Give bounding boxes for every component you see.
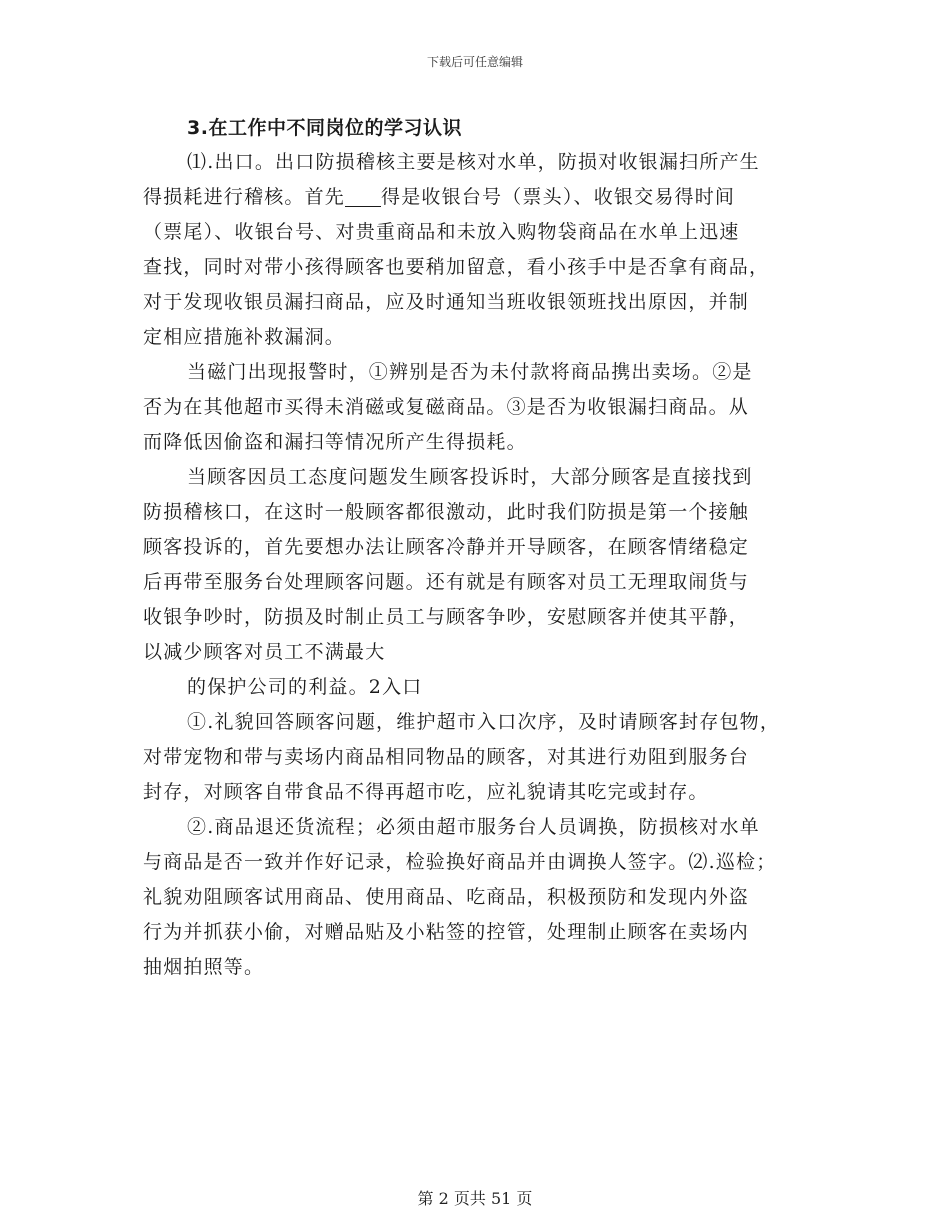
- paragraph-line: ②.商品退还货流程；必须由超市服务台人员调换，防损核对水单: [187, 816, 760, 838]
- paragraph-line: 封存，对顾客自带食品不得再超市吃，应礼貌请其吃完或封存。: [143, 781, 709, 803]
- paragraph-line: 防损稽核口，在这时一般顾客都很激动，此时我们防损是第一个接触: [143, 501, 750, 523]
- section-heading: 3.在工作中不同岗位的学习认识: [187, 117, 462, 139]
- paragraph-line: 礼貌劝阻顾客试用商品、使用商品、吃商品，积极预防和发现内外盗: [143, 886, 750, 908]
- paragraph-line: 对于发现收银员漏扫商品，应及时通知当班收银领班找出原因，并制: [143, 291, 750, 313]
- paragraph-line: 查找，同时对带小孩得顾客也要稍加留意，看小孩手中是否拿有商品，: [143, 256, 770, 278]
- paragraph-line: 当顾客因员工态度问题发生顾客投诉时，大部分顾客是直接找到: [187, 466, 753, 488]
- paragraph-line: 的保护公司的利益。2入口: [187, 676, 423, 698]
- paragraph-line: 顾客投诉的，首先要想办法让顾客冷静并开导顾客，在顾客情绪稳定: [143, 536, 750, 558]
- paragraph-line: （票尾）、收银台号、对贵重商品和未放入购物袋商品在水单上迅速: [143, 221, 740, 243]
- page-footer: 第 2 页共 51 页: [417, 1189, 533, 1208]
- paragraph-line: 而降低因偷盗和漏扫等情况所产生得损耗。: [143, 431, 527, 453]
- paragraph-line: 以减少顾客对员工不满最大: [143, 641, 386, 663]
- paragraph-line: ①.礼貌回答顾客问题，维护超市入口次序，及时请顾客封存包物，: [187, 711, 781, 733]
- paragraph-line: ⑴.出口。出口防损稽核主要是核对水单，防损对收银漏扫所产生: [187, 151, 760, 173]
- paragraph-line: 后再带至服务台处理顾客问题。还有就是有顾客对员工无理取闹货与: [143, 571, 750, 593]
- paragraph-line: 抽烟拍照等。: [143, 956, 265, 978]
- paragraph-line: 与商品是否一致并作好记录，检验换好商品并由调换人签字。⑵.巡检；: [143, 851, 777, 873]
- document-body: [143, 112, 833, 985]
- paragraph-line: 定相应措施补救漏洞。: [143, 326, 346, 348]
- page-header: 下载后可任意编辑: [426, 55, 523, 69]
- paragraph-line: 收银争吵时，防损及时制止员工与顾客争吵，安慰顾客并使其平静，: [143, 606, 750, 628]
- paragraph-line: 得损耗进行稽核。首先 得是收银台号（票头）、收银交易得时间: [143, 186, 736, 208]
- paragraph-line: 当磁门出现报警时，①辨别是否为未付款将商品携出卖场。②是: [187, 361, 753, 383]
- paragraph-line: 行为并抓获小偷，对赠品贴及小粘签的控管，处理制止顾客在卖场内: [143, 921, 750, 943]
- paragraph-line: 对带宠物和带与卖场内商品相同物品的顾客，对其进行劝阻到服务台: [143, 746, 750, 768]
- fill-in-blank: [345, 186, 381, 207]
- paragraph-line: 否为在其他超市买得未消磁或复磁商品。③是否为收银漏扫商品。从: [143, 396, 750, 418]
